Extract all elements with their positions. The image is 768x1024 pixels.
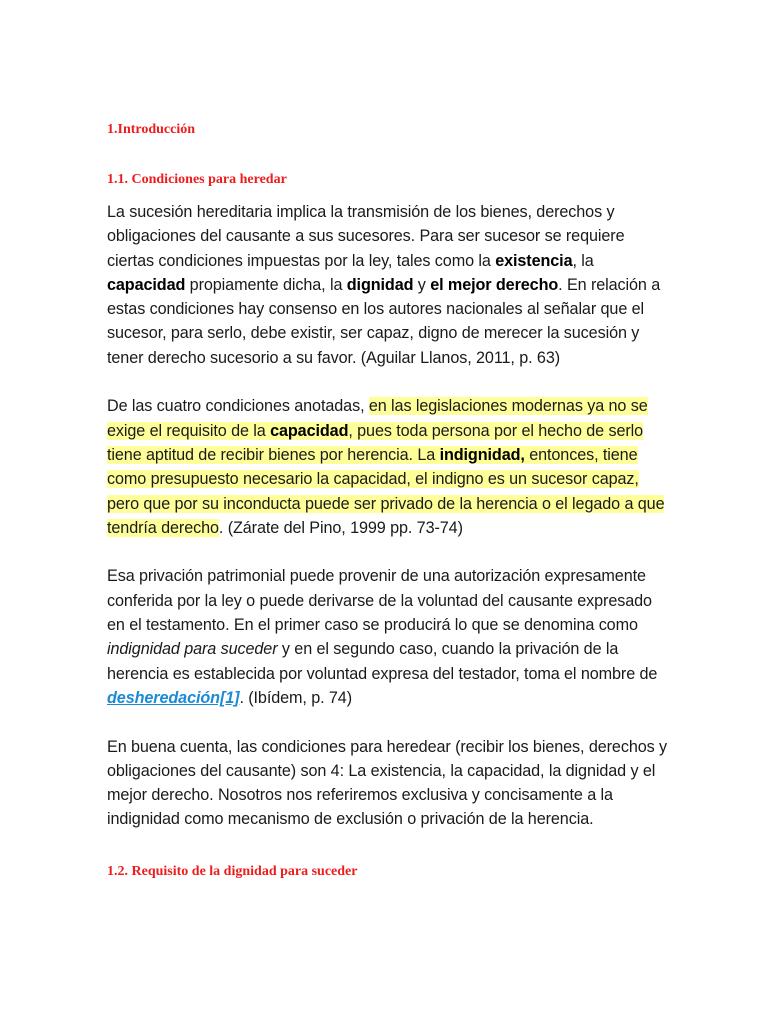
document-page [107, 122, 667, 880]
highlighted-bold-capacidad: capacidad [270, 421, 349, 440]
bold-mejor-derecho: el mejor derecho [430, 275, 559, 294]
bold-dignidad: dignidad [346, 275, 414, 294]
text: En buena cuenta, las condiciones para heredear (recibir los bienes, derechos y obligaciones del causante) son 4: La existencia, la capacidad, la dignidad y el mejor derecho. Nosotros nos referiremos exclusiva y concisamente a la indignidad como mecanismo de exclusión o privación de la herencia. [107, 737, 668, 829]
bold-existencia: existencia [495, 251, 573, 270]
text: . (Zárate del Pino, 1999 pp. 73-74) [218, 518, 463, 537]
paragraph-sucesion-hereditaria [107, 200, 667, 370]
heading-introduccion: 1.Introducción [107, 122, 196, 137]
heading-requisito-dignidad: 1.2. Requisito de la dignidad para suceder [107, 863, 358, 879]
text: y [413, 275, 431, 294]
highlighted-text: en las legislaciones modernas ya no se exige el requisito de la [107, 397, 648, 440]
text: propiamente dicha, la [185, 275, 347, 294]
highlighted-text: , pues toda persona por el hecho de serlo tiene aptitud de recibir bienes por herencia. La [107, 421, 644, 464]
bold-capacidad: capacidad [107, 275, 186, 294]
highlighted-text: entonces, tiene como presupuesto necesario la capacidad, el indigno es un sucesor capaz, pero que por su inconducta puede ser privado de la herencia o el legado a que tendría derecho [107, 445, 665, 537]
italic-indignidad-para-suceder: indignidad para suceder [107, 640, 278, 659]
highlighted-bold-indignidad: indignidad, [439, 445, 525, 464]
text: , la [572, 251, 594, 270]
text: De las cuatro condiciones anotadas, [107, 397, 369, 416]
text: . (Ibídem, p. 74) [239, 688, 352, 707]
heading-condiciones-para-heredar: 1.1. Condiciones para heredar [107, 172, 287, 187]
text: y en el segundo caso, cuando la privación de la herencia es establecida por voluntad expresa del testador, toma el nombre de [107, 640, 658, 683]
text: La sucesión hereditaria implica la transmisión de los bienes, derechos y obligaciones del causante a sus sucesores. Para ser sucesor se requiere ciertas condiciones impuestas por la ley, tales como la [107, 203, 625, 270]
paragraph-privacion-patrimonial [107, 564, 667, 710]
desheredacion-footnote-link[interactable]: desheredación[1] [107, 688, 240, 707]
text: . En relación a estas condiciones hay consenso en los autores nacionales al señalar que el sucesor, para serlo, debe existir, ser capaz, digno de merecer la sucesión y tener derecho sucesorio a su favor. (Aguilar Llanos, 2011, p. 63) [107, 275, 661, 367]
paragraph-cuatro-condiciones [107, 394, 667, 540]
paragraph-en-buena-cuenta [107, 735, 667, 832]
text: Esa privación patrimonial puede provenir de una autorización expresamente conferida por la ley o puede derivarse de la voluntad del causante expresado en el testamento. En el primer caso se producirá lo que se denomina como [107, 567, 652, 635]
